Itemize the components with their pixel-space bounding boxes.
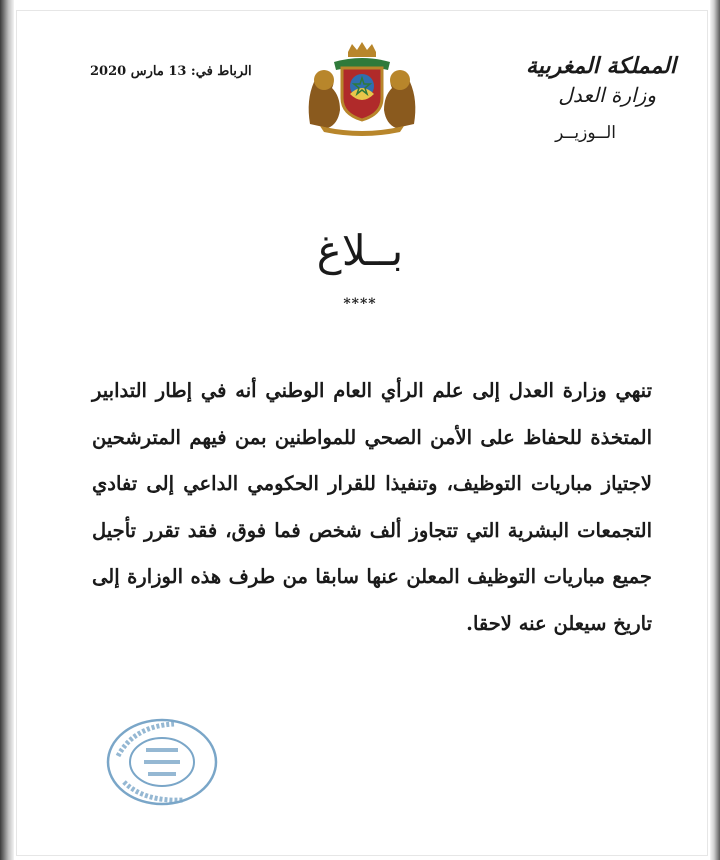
document-date: الرباط في: 13 مارس 2020 — [90, 64, 252, 79]
communique-body: تنهي وزارة العدل إلى علم الرأي العام الوطني أنه في إطار التدابير المتخذة للحفاظ على الأمن الصحي للمواطنين بمن فيهم المترشحين لاجتياز مباريات التوظيف، وتنفيذا للقرار الحكومي الداعي إلى تفادي التجمعات البشرية التي تتجاوز ألف شخص فما فوق، فقد تقرر تأجيل جميع مباريات التوظيف المعلن عنها سابقا من طرف هذه الوزارة إلى تاريخ سيعلن عنه لاحقا. — [92, 379, 652, 635]
royal-coat-of-arms-icon — [300, 40, 424, 136]
title-separator: **** — [343, 296, 377, 312]
minister-label: الــوزيــر — [555, 123, 616, 143]
ministry-name: وزارة العدل — [558, 83, 656, 107]
letterhead — [526, 52, 676, 148]
scan-edge-left — [0, 0, 14, 860]
official-stamp-icon — [104, 716, 220, 808]
kingdom-name: المملكة المغربية — [526, 53, 676, 79]
document-title: بــلاغ — [316, 226, 404, 275]
scan-edge-right — [710, 0, 720, 860]
